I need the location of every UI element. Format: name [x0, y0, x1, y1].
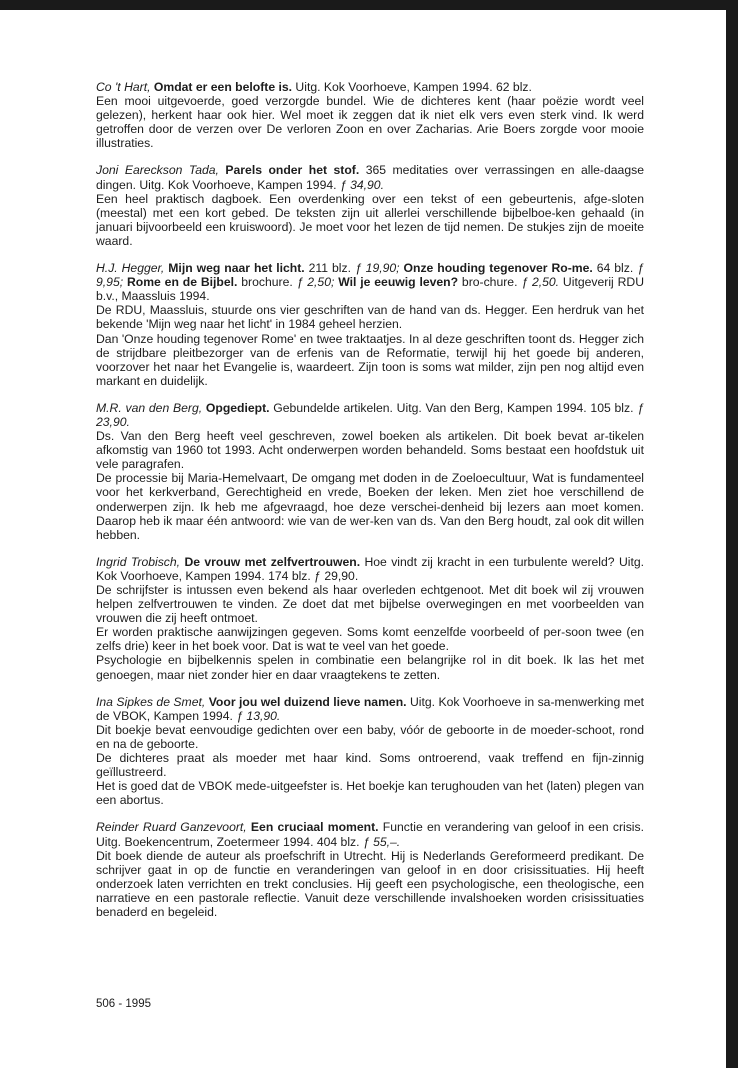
entry-paragraph: Een heel praktisch dagboek. Een overdenking over een tekst of een gebeurtenis, afge-sloten (meestal) met een kort gebed. De teksten zijn uit allerlei verschillende bijbelboe-ken gehaald (in januari bijvoorbeeld een kruiswoord). Je moet voor het lezen de tijd nemen. De stukjes zijn de moeite waard.	[96, 191, 644, 248]
entry-paragraph: Er worden praktische aanwijzingen gegeven. Soms komt eenzelfde voorbeeld of per-soon twee (en zelfs drie) keer in het boek voor. Dat is wat te veel van het goede.	[96, 625, 644, 654]
entry-paragraph: Dit boek diende de auteur als proefschrift in Utrecht. Hij is Nederlands Gereformeerd predikant. De schrijver gaat in op de functie en veranderingen van geloof in en door crisissituaties. Hij heeft onderzoek laten verrichten en trekt conclusies. Hij geeft een psychologische, een theologische, een narratieve en een pastorale reflectie. Vanuit deze verschillende invalshoeken worden crisissituaties benaderd en begeleid.	[96, 848, 644, 919]
entry-title: Omdat er een belofte is.	[153, 80, 293, 94]
entry-paragraph: Het is goed dat de VBOK mede-uitgeefster is. Het boekje kan terughouden van het (laten) plegen van een abortus.	[96, 779, 644, 808]
entry-meta-4: bro-chure.	[458, 275, 522, 290]
entry-title-2: Onze houding tegenover Ro-me.	[403, 261, 593, 276]
review-entry	[96, 261, 644, 388]
review-entry	[96, 163, 644, 248]
entry-author: Ina Sipkes de Smet,	[96, 694, 206, 709]
page-number: 506 - 1995	[96, 998, 151, 1010]
review-entry	[96, 80, 644, 150]
review-entry	[96, 555, 644, 682]
entry-heading	[96, 555, 644, 583]
entry-title: Mijn weg naar het licht.	[168, 261, 305, 276]
entry-title-3: Rome en de Bijbel.	[126, 275, 238, 290]
entry-paragraph: De schrijfster is intussen even bekend als haar overleden echtgenoot. Met dit boek wil zij vrouwen helpen zelfvertrouwen te vinden. Ze doet dat met bijbelse overwegingen en met voorbeelden van vrouwen die zij heeft ontmoet.	[96, 583, 644, 626]
book-review-page	[0, 10, 726, 1068]
reviews-column	[96, 80, 644, 932]
scan-border-right	[726, 0, 738, 1068]
entry-meta: Functie en verandering van geloof in een crisis. Uitg. Boekencentrum, Zoetermeer 1994. 404 blz.	[96, 820, 644, 849]
entry-price: ƒ 34,90.	[339, 177, 384, 192]
entry-meta: Hoe vindt zij kracht in een turbulente wereld? Uitg. Kok Voorhoeve, Kampen 1994. 174 blz. ƒ 29,90.	[96, 554, 644, 583]
entry-meta: 365 meditaties over verrassingen en alle-daagse dingen. Uitg. Kok Voorhoeve, Kampen 1994.	[96, 163, 644, 192]
entry-price: ƒ 55,–.	[362, 834, 401, 849]
entry-meta-5: Uitgeverij RDU b.v., Maassluis 1994.	[96, 275, 644, 304]
entry-heading	[96, 163, 644, 191]
entry-heading	[96, 261, 644, 303]
entry-author: Ingrid Trobisch,	[96, 554, 181, 569]
entry-meta-3: brochure.	[237, 275, 297, 290]
entry-price-3: ƒ 2,50;	[296, 275, 335, 290]
entry-paragraph: Dit boekje bevat eenvoudige gedichten over een baby, vóór de geboorte in de moeder-schoot, rond en na de geboorte.	[96, 722, 644, 751]
entry-title: Een cruciaal moment.	[250, 820, 379, 835]
entry-title-4: Wil je eeuwig leven?	[338, 275, 459, 290]
entry-meta: Uitg. Kok Voorhoeve, Kampen 1994. 62 blz.	[292, 80, 532, 94]
entry-meta: Uitg. Kok Voorhoeve in sa-menwerking met de VBOK, Kampen 1994.	[96, 694, 644, 723]
entry-heading	[96, 401, 644, 429]
review-entry	[96, 401, 644, 542]
entry-price: ƒ 19,90;	[354, 261, 400, 276]
review-entry	[96, 820, 644, 919]
entry-paragraph: De dichteres praat als moeder met haar kind. Soms ontroerend, vaak treffend en fijn-zinnig geïllustreerd.	[96, 751, 644, 780]
entry-paragraph: De processie bij Maria-Hemelvaart, De omgang met doden in de Zoeloecultuur, Wat is fundamenteel voor het kerkverband, Gerechtigheid en vrede, Boeken der leken. Men ziet hoe verschillend de onderwerpen zijn. Ik heb me afgevraagd, hoe deze verschei-denheid bij lezers aan moet komen. Daarop heb ik maar één antwoord: wie van de wer-ken van ds. Van den Berg houdt, zal ook dit willen hebben.	[96, 471, 644, 542]
entry-author: M.R. van den Berg,	[96, 400, 203, 415]
entry-heading	[96, 695, 644, 723]
entry-author: Reinder Ruard Ganzevoort,	[96, 820, 247, 835]
entry-paragraph: Psychologie en bijbelkennis spelen in combinatie een belangrijke rol in dit boek. Ik las het met genoegen, maar niet zonder hier en daar vraagtekens te zetten.	[96, 653, 644, 682]
entry-paragraph: Een mooi uitgevoerde, goed verzorgde bundel. Wie de dichteres kent (haar poëzie wordt veel gelezen), herkent haar ook hier. Wel moet ik zeggen dat ik niet elk vers even sterk vind. Ik werd getroffen door de verzen over De verloren Zoon en over Zacharias. Arie Boers zorgde voor mooie illustraties.	[96, 94, 644, 151]
entry-title: De vrouw met zelfvertrouwen.	[184, 554, 361, 569]
entry-meta: Gebundelde artikelen. Uitg. Van den Berg, Kampen 1994. 105 blz.	[269, 400, 638, 415]
entry-price-4: ƒ 2,50.	[521, 275, 560, 290]
entry-title: Voor jou wel duizend lieve namen.	[208, 694, 407, 709]
entry-meta-2: 64 blz.	[592, 261, 638, 276]
entry-price: ƒ 13,90.	[236, 708, 281, 723]
entry-paragraph: Dan 'Onze houding tegenover Rome' en twee traktaatjes. In al deze geschriften toont ds. Hegger zich de strijdbare pleitbezorger van de erfenis van de Reformatie, terwijl hij het goede bij anderen, voorzover het naar het Evangelie is, waardeert. Zijn toon is soms wat milder, zijn pen nog altijd even markant en duidelijk.	[96, 331, 644, 388]
entry-paragraph: Ds. Van den Berg heeft veel geschreven, zowel boeken als artikelen. Dit boek bevat ar-tikelen afkomstig van 1960 tot 1993. Acht onderwerpen worden behandeld. Soms bestaat een hoofdstuk uit vele paragrafen.	[96, 429, 644, 472]
entry-meta: 211 blz.	[304, 261, 355, 276]
entry-title: Parels onder het stof.	[225, 163, 360, 178]
entry-author: Co 't Hart,	[96, 80, 151, 94]
entry-author: H.J. Hegger,	[96, 261, 165, 276]
entry-heading	[96, 820, 644, 848]
entry-price: ƒ 23,90.	[96, 400, 645, 429]
entry-author: Joni Eareckson Tada,	[96, 163, 219, 178]
entry-price-2: ƒ 9,95;	[96, 261, 644, 290]
review-entry	[96, 695, 644, 808]
entry-paragraph: De RDU, Maassluis, stuurde ons vier geschriften van de hand van ds. Hegger. Een herdruk van het bekende 'Mijn weg naar het licht' in 1984 geheel herzien.	[96, 303, 644, 332]
entry-heading	[96, 80, 644, 94]
entry-title: Opgediept.	[205, 400, 270, 415]
